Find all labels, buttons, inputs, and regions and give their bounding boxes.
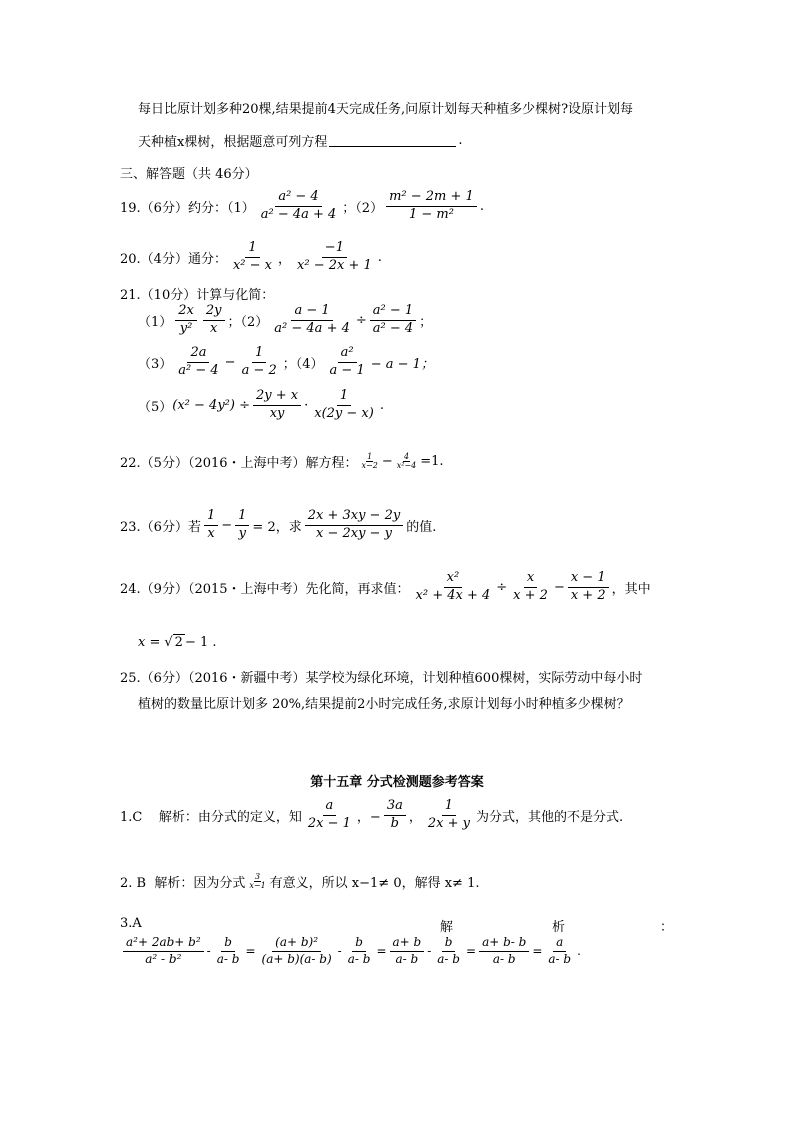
fraction <box>123 936 204 967</box>
answer-3-jie <box>440 916 453 935</box>
text: ，− <box>356 809 381 825</box>
denominator: x² − x <box>232 257 272 273</box>
question-label: 20.（4分）通分： <box>120 251 227 267</box>
operator: = <box>532 944 543 959</box>
text: 1.C 解析：由分式的定义，知 <box>120 809 302 825</box>
denominator: x² + 4x + 4 <box>415 587 491 603</box>
denominator: a- b <box>347 951 371 966</box>
denominator: a- b <box>492 951 516 966</box>
part-label: （5） <box>138 399 173 415</box>
denominator: a² − 4a + 4 <box>260 206 337 222</box>
section-title: 三、解答题（共 46分） <box>120 167 258 182</box>
fraction <box>175 346 221 379</box>
fraction <box>294 241 375 274</box>
denominator: x + 2 <box>513 587 548 603</box>
numerator: 2a <box>187 346 209 363</box>
operator: − <box>381 454 393 469</box>
denominator: x²−4 <box>396 461 417 470</box>
fraction <box>253 389 301 422</box>
numerator: 4 <box>403 451 410 461</box>
text: − a − 1； <box>370 356 434 372</box>
fraction <box>214 936 243 967</box>
answer-3-equation <box>120 936 581 967</box>
answer-3-colon <box>660 916 673 935</box>
denominator: x + 2 <box>570 587 606 603</box>
numerator: 1 <box>252 346 266 363</box>
answer-1 <box>120 799 623 832</box>
fraction <box>545 936 574 967</box>
numerator: 1 <box>245 241 259 258</box>
numerator: 2y + x <box>253 389 301 406</box>
fraction <box>390 936 425 967</box>
question-label: 21.（10分）计算与化简： <box>120 288 275 303</box>
problem-line-2 <box>138 131 462 150</box>
fraction <box>434 936 463 967</box>
text: 有意义，所以 x−1≠ 0，解得 x≠ 1. <box>269 876 480 891</box>
numerator: a² <box>338 346 357 363</box>
text: . <box>458 133 463 148</box>
question-24 <box>120 571 651 604</box>
fraction <box>305 799 354 832</box>
numerator: b <box>442 936 456 952</box>
fraction <box>258 190 340 223</box>
text: ， <box>278 251 292 267</box>
numerator: x <box>524 571 537 588</box>
text: = 2，求 <box>252 519 302 535</box>
operator: - <box>337 944 342 959</box>
numerator: 2x <box>175 304 197 321</box>
text: 天种植x棵树，根据题意可列方程 <box>138 135 328 150</box>
text: . <box>577 944 581 959</box>
numerator: a+ b- b <box>479 936 529 952</box>
fraction <box>425 799 473 832</box>
answers-heading <box>0 771 794 790</box>
operator: − <box>224 354 236 370</box>
fraction <box>271 304 353 337</box>
text: ；（2） <box>227 314 269 330</box>
denominator: a² − 4 <box>178 362 219 378</box>
operator: ÷ <box>496 579 508 595</box>
fraction <box>396 453 418 471</box>
text: 植树的数量比原计划多 20%,结果提前2小时完成任务,求原计划每小时种植多少棵树？ <box>138 697 630 712</box>
denominator: x−2 <box>361 461 378 470</box>
text: ； <box>419 314 433 330</box>
numerator: a − 1 <box>291 304 332 321</box>
question-label: 22.（5分）（2016・上海中考）解方程： <box>120 456 358 471</box>
denominator: x − 2xy − y <box>315 525 392 541</box>
denominator: a² - b² <box>145 951 182 966</box>
numerator: a² − 1 <box>370 304 416 321</box>
denominator: x(2y − x) <box>314 405 374 421</box>
part-label: （3） <box>138 356 173 372</box>
denominator: b <box>390 815 399 831</box>
operator: = <box>245 944 256 959</box>
numerator: 3a <box>384 799 406 816</box>
text: x = <box>138 634 161 650</box>
fraction <box>305 509 403 542</box>
text: ， <box>408 809 422 825</box>
denominator: x <box>210 320 218 336</box>
text: . <box>377 249 382 265</box>
answers-title: 第十五章 分式检测题参考答案 <box>310 775 484 790</box>
numerator: a <box>553 936 566 952</box>
expression: (x² − 4y²) ÷ <box>172 397 250 413</box>
text: 的值. <box>406 519 437 535</box>
answer-2 <box>120 872 480 891</box>
fraction <box>345 936 374 967</box>
denominator: a² − 4a + 4 <box>274 320 350 336</box>
question-22 <box>120 452 444 471</box>
question-25-line-2 <box>138 693 630 712</box>
fraction <box>230 241 275 274</box>
question-label: 23.（6分）若 <box>120 519 201 535</box>
question-21-part-5 <box>138 389 384 422</box>
numerator: a² − 4 <box>275 190 321 207</box>
question-21 <box>120 284 274 303</box>
text: 每日比原计划多种20棵,结果提前4天完成任务,问原计划每天种植多少棵树?设原计划每 <box>138 102 634 117</box>
denominator: x <box>207 525 215 541</box>
numerator: 1 <box>337 389 351 406</box>
operator: - <box>427 944 432 959</box>
fraction <box>370 304 416 337</box>
text: 解 <box>440 920 454 935</box>
numerator: m² − 2m + 1 <box>386 190 477 207</box>
fraction <box>204 509 218 542</box>
denominator: xy <box>269 405 285 421</box>
operator: · <box>304 397 309 413</box>
numerator: (a+ b)² <box>272 936 321 952</box>
operator: - <box>206 944 211 959</box>
denominator: x² − 2x + 1 <box>297 257 372 273</box>
numerator: a+ b <box>390 936 425 952</box>
operator: = <box>466 944 477 959</box>
answer-3-label <box>120 916 142 931</box>
answer-3-xi <box>552 916 565 935</box>
section-heading <box>120 163 258 182</box>
text: ；（2） <box>342 200 384 216</box>
fraction <box>361 453 379 471</box>
text: ，其中 <box>611 581 651 597</box>
numerator: a²+ 2ab+ b² <box>123 936 204 952</box>
text: − 1 . <box>184 634 217 650</box>
denominator: a − 1 <box>329 362 365 378</box>
numerator: 2y <box>203 304 225 321</box>
text: 析 <box>552 920 566 935</box>
question-23 <box>120 509 436 542</box>
denominator: a² − 4 <box>372 320 414 336</box>
fraction <box>235 509 249 542</box>
denominator: (a+ b)(a- b) <box>261 951 332 966</box>
denominator: y² <box>179 320 193 336</box>
fraction <box>327 346 368 379</box>
fraction <box>384 799 406 832</box>
numerator: x² <box>444 571 463 588</box>
numerator: −1 <box>322 241 347 258</box>
numerator: b <box>352 936 366 952</box>
text: 2. B 解析：因为分式 <box>120 876 246 891</box>
fraction <box>479 936 529 967</box>
text: ；（4） <box>282 356 324 372</box>
question-24-condition <box>138 634 217 650</box>
fraction <box>311 389 377 422</box>
text: 3.A <box>120 916 142 931</box>
numerator: 1 <box>367 451 373 461</box>
numerator: a <box>323 799 337 816</box>
question-25-line-1 <box>120 667 642 686</box>
answer-blank <box>329 134 456 147</box>
numerator: 3 <box>254 871 261 881</box>
fraction <box>259 936 335 967</box>
fraction <box>510 571 551 604</box>
fraction <box>239 346 280 379</box>
question-label: 24.（9分）（2015・上海中考）先化简，再求值： <box>120 581 410 597</box>
text: . <box>479 198 484 214</box>
question-20 <box>120 241 382 274</box>
operator: − <box>221 517 233 533</box>
denominator: 2x − 1 <box>307 815 351 831</box>
sqrt-symbol: √ <box>164 634 173 650</box>
text: =1. <box>420 454 444 469</box>
denominator: a- b <box>395 951 419 966</box>
part-label: （1） <box>138 314 173 330</box>
fraction <box>248 873 266 891</box>
denominator: 1 − m² <box>408 206 454 222</box>
numerator: 1 <box>204 509 218 526</box>
numerator: 2x + 3xy − 2y <box>305 509 403 526</box>
denominator: x−1 <box>249 881 266 890</box>
text: . <box>379 397 384 413</box>
text: 25.（6分）（2016・新疆中考）某学校为绿化环境，计划种植600棵树，实际劳动中每小时 <box>120 671 643 686</box>
question-19 <box>120 190 484 223</box>
question-21-part-3-4 <box>138 346 434 379</box>
numerator: 1 <box>235 509 249 526</box>
denominator: a − 2 <box>241 362 277 378</box>
denominator: 2x + y <box>427 815 470 831</box>
operator: − <box>553 579 565 595</box>
fraction <box>568 571 609 604</box>
operator: = <box>376 944 387 959</box>
sqrt-radicand: 2 <box>174 635 183 650</box>
numerator: x − 1 <box>568 571 609 588</box>
denominator: a- b <box>548 951 572 966</box>
text: 为分式，其他的不是分式. <box>475 809 624 825</box>
fraction <box>386 190 477 223</box>
question-label: 19.（6分）约分：（1） <box>120 200 255 216</box>
question-21-part-1-2 <box>138 304 432 337</box>
denominator: y <box>238 525 246 541</box>
denominator: a- b <box>437 951 460 966</box>
numerator: b <box>221 936 235 952</box>
fraction <box>175 304 197 337</box>
numerator: 1 <box>442 799 456 816</box>
fraction <box>203 304 225 337</box>
text: ： <box>660 920 674 935</box>
denominator: a- b <box>216 951 240 966</box>
fraction <box>413 571 494 604</box>
operator: ÷ <box>355 312 367 328</box>
problem-line-1 <box>138 98 633 117</box>
